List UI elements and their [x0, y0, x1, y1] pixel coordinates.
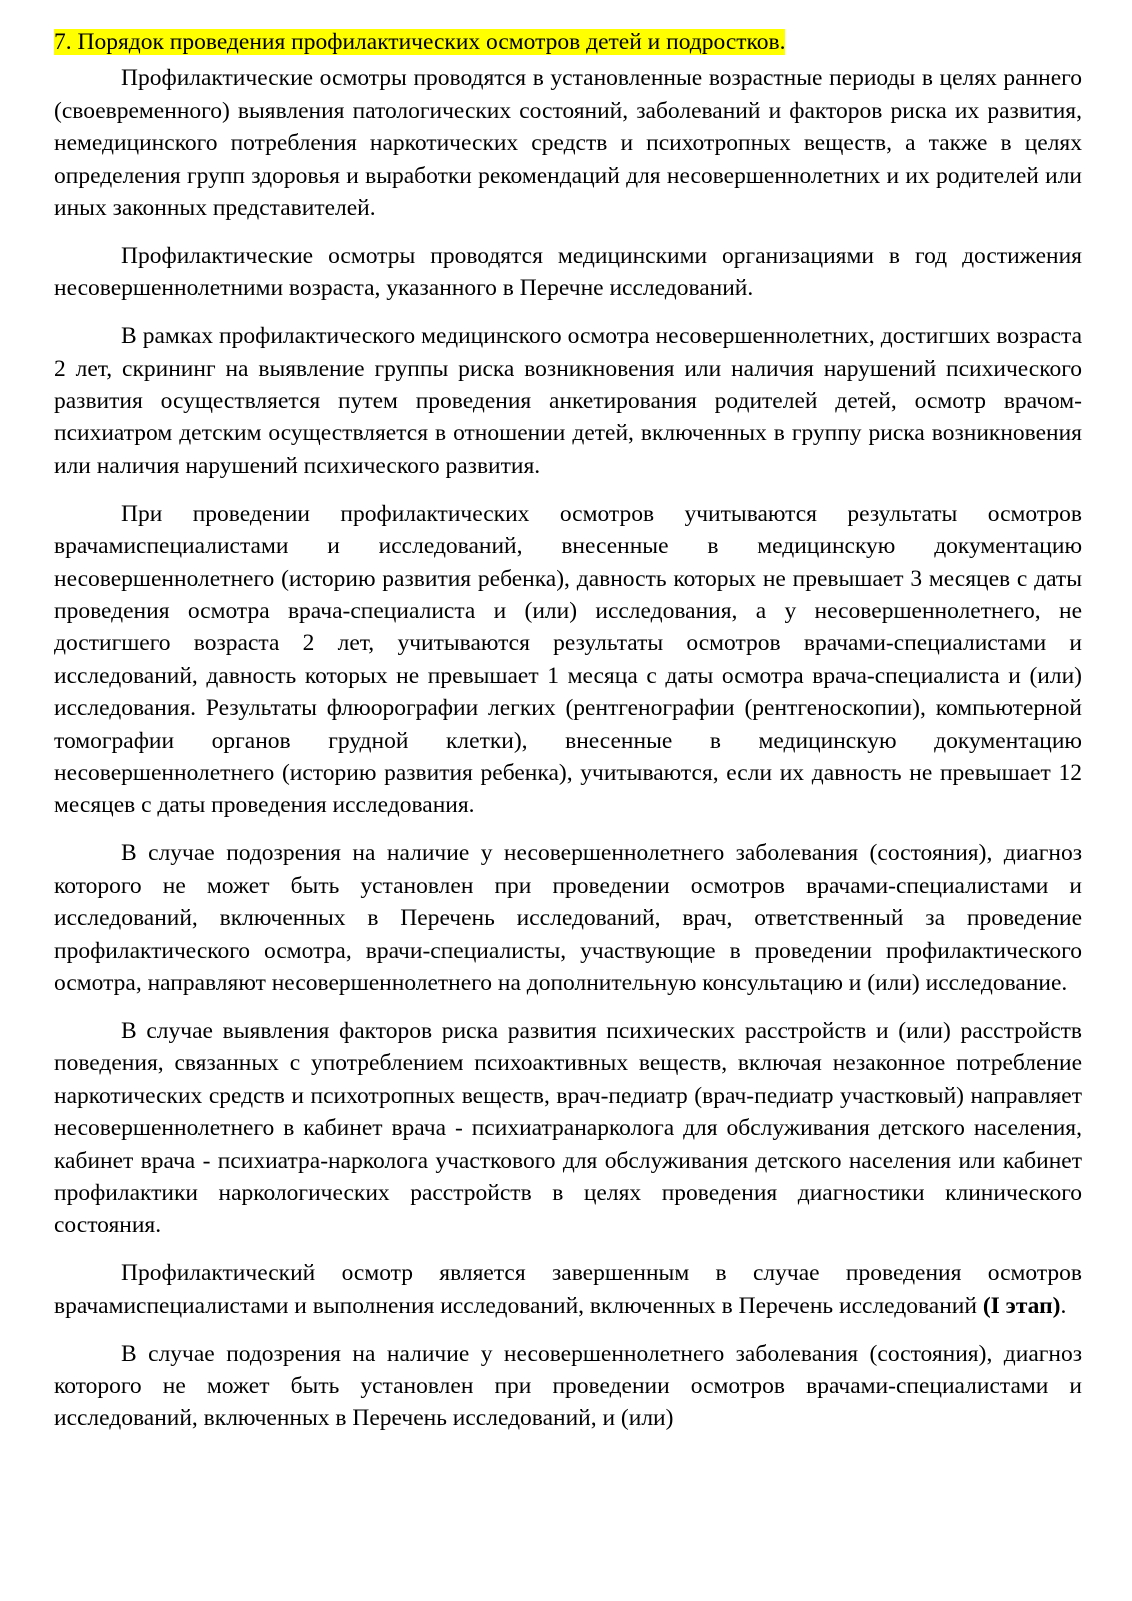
- paragraph-risk-factors: В случае выявления факторов риска развития психических расстройств и (или) расстройств поведения, связанных с употреблением психоактивных веществ, включая незаконное потребление наркотических средств и психотропных веществ, врач-педиатр (врач-педиатр участковый) направляет несовершеннолетнего в кабинет врача - психиатранарколога для обслуживания детского населения, кабинет врача - психиатра-нарколога участкового для обслуживания детского населения или кабинет профилактики наркологических расстройств в целях проведения диагностики клинического состояния.: [54, 1017, 1082, 1239]
- paragraph-additional-consultation: В случае подозрения на наличие у несовершеннолетнего заболевания (состояния), диагноз которого не может быть установлен при проведении осмотров врачами-специалистами и исследований, включенных в Перечень исследований, врач, ответственный за проведение профилактического осмотра, врачи-специалисты, участвующие в проведении профилактического осмотра, направляют несовершеннолетнего на дополнительную консультацию и (или) исследование.: [54, 840, 1082, 996]
- paragraph-purpose: Профилактические осмотры проводятся в установленные возрастные периоды в целях раннего (своевременного) выявления патологических состояний, заболеваний и факторов риска их развития, немедицинского потребления наркотических средств и психотропных веществ, а также в целях определения групп здоровья и выработки рекомендаций для несовершеннолетних и их родителей или иных законных представителей.: [54, 65, 1082, 222]
- paragraph-psychiatric-screening: В рамках профилактического медицинского осмотра несовершеннолетних, достигших возраста 2 лет, скрининг на выявление группы риска возникновения или наличия нарушений психического развития осуществляется путем проведения анкетирования родителей детей, осмотр врачом-психиатром детским осуществляется в отношении детей, включенных в группу риска возникновения или наличия нарушений психического развития.: [54, 323, 1082, 479]
- document-page: [54, 26, 1082, 1450]
- paragraph-completion-text: Профилактический осмотр является завершенным в случае проведения осмотров врачамиспециалистами и выполнения исследований, включенных в Перечень исследований: [54, 1260, 1082, 1319]
- highlighted-heading-text: 7. Порядок проведения профилактических осмотров детей и подростков.: [54, 29, 786, 55]
- paragraph-completion-tail: .: [1060, 1292, 1067, 1319]
- paragraph-previous-results: При проведении профилактических осмотров учитываются результаты осмотров врачамиспециалистами и исследований, внесенные в медицинскую документацию несовершеннолетнего (историю развития ребенка), давность которых не превышает 3 месяцев с даты проведения осмотра врача-специалиста и (или) исследования, а у несовершеннолетнего, не достигшего возраста 2 лет, учитываются результаты осмотров врачами-специалистами и исследований, давность которых не превышает 1 месяца с даты осмотра врача-специалиста и (или) исследования. Результаты флюорографии легких (рентгенографии (рентгеноскопии), компьютерной томографии органов грудной клетки), внесенные в медицинскую документацию несовершеннолетнего (историю развития ребенка), учитываются, если их давность не превышает 12 месяцев с даты проведения исследования.: [54, 500, 1082, 819]
- stage-label: (I этап): [982, 1292, 1061, 1319]
- paragraph-timing: Профилактические осмотры проводятся медицинскими организациями в год достижения несовершеннолетними возраста, указанного в Перечне исследований.: [54, 242, 1082, 302]
- section-heading: [54, 26, 1082, 58]
- paragraph-completion: [54, 1257, 1082, 1322]
- paragraph-suspicion: В случае подозрения на наличие у несовершеннолетнего заболевания (состояния), диагноз которого не может быть установлен при проведении осмотров врачами-специалистами и исследований, включенных в Перечень исследований, и (или): [54, 1340, 1082, 1432]
